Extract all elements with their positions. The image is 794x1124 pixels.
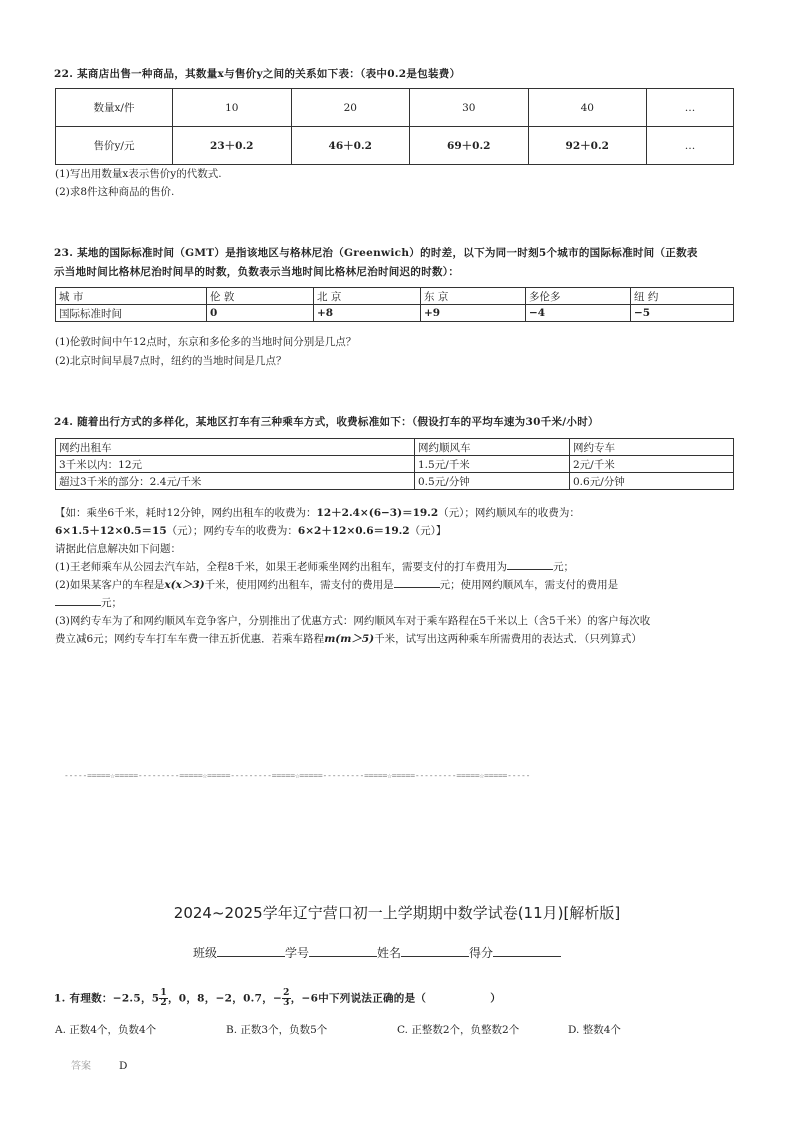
class-field[interactable] <box>217 944 285 957</box>
text: (2)如果某客户的车程是 <box>55 579 165 591</box>
table-cell: 2元/千米 <box>570 456 734 473</box>
q23-title-line2: 示当地时间比格林尼治时间早的时数，负数表示当地时间比格林尼治时间迟的时数）： <box>54 266 460 278</box>
text: 千米，使用网约出租车，需支付的费用是 <box>204 579 394 591</box>
q22-table <box>55 88 734 165</box>
q23-title-line1: 23. 某地的国际标准时间（GMT）是指该地区与格林尼治（Greenwich）的时差，以下为同一时刻5个城市的国际标准时间（正数表 <box>54 247 698 259</box>
q22-sub2: (2)求8件这种商品的售价. <box>55 186 175 198</box>
option-a[interactable]: A. 正数4个，负数4个 <box>55 1024 157 1036</box>
text: （元）】 <box>409 525 447 537</box>
q22-title: 22. 某商店出售一种商品，其数量x与售价y之间的关系如下表：（表中0.2是包装费） <box>54 68 461 80</box>
q24-part3-line2 <box>55 631 642 646</box>
table-cell: 东 京 <box>421 288 526 305</box>
option-c[interactable]: C. 正整数2个，负整数2个 <box>397 1024 520 1036</box>
answer-label: 答案 <box>71 1061 91 1072</box>
table-cell: −5 <box>631 305 734 322</box>
q23-table <box>55 287 734 322</box>
table-row <box>56 305 734 322</box>
score-label: 得分 <box>469 946 494 960</box>
text: ） <box>490 992 502 1005</box>
table-cell: 北 京 <box>314 288 421 305</box>
table-cell: 23＋0.2 <box>173 127 292 165</box>
q24-part3-line1: (3)网约专车为了和网约顺风车竞争客户，分别推出了优惠方式：网约顺风车对于乘车路程在5千米以上（含5千米）的客户每次收 <box>55 615 651 627</box>
q23-sub1: (1)伦敦时间中午12点时，东京和多伦多的当地时间分别是几点？ <box>55 336 357 348</box>
table-row <box>56 456 734 473</box>
score-field[interactable] <box>493 944 561 957</box>
table-cell: 10 <box>173 89 292 127</box>
table-cell: 1.5元/千米 <box>415 456 570 473</box>
q24-example-line2 <box>55 523 446 538</box>
table-cell: 纽 约 <box>631 288 734 305</box>
q24-part2-cont <box>55 595 122 610</box>
table-cell: 92＋0.2 <box>528 127 647 165</box>
q24-part2 <box>55 577 618 592</box>
table-cell: 网约出租车 <box>56 439 415 456</box>
denominator: 3 <box>283 998 290 1008</box>
text: 元； <box>101 597 122 609</box>
fraction <box>282 989 291 1008</box>
table-cell: 0.5元/分钟 <box>415 473 570 490</box>
table-cell: 0.6元/分钟 <box>570 473 734 490</box>
table-cell: … <box>647 127 734 165</box>
text: 元； <box>553 561 575 573</box>
text: 元；使用网约顺风车，需支付的费用是 <box>439 579 619 591</box>
table-cell: 30 <box>410 89 529 127</box>
q23-sub2: (2)北京时间早晨7点时，纽约的当地时间是几点？ <box>55 355 287 367</box>
table-row <box>56 127 734 165</box>
text: ，0，8，−2，0.7，− <box>167 992 283 1005</box>
q24-example-line1 <box>55 505 580 520</box>
denominator: 2 <box>160 998 167 1008</box>
fraction <box>159 989 168 1008</box>
table-cell: 3千米以内：12元 <box>56 456 415 473</box>
table-cell: −4 <box>526 305 631 322</box>
q24-intro: 请据此信息解决如下问题： <box>55 543 181 555</box>
q24-table <box>55 438 734 490</box>
answer-value: D <box>119 1060 128 1072</box>
table-cell: 网约专车 <box>570 439 734 456</box>
answer-blank[interactable] <box>394 577 440 588</box>
page-title: 2024~2025学年辽宁营口初一上学期期中数学试卷(11月)[解析版] <box>173 904 621 922</box>
text: (1)王老师乘车从公园去汽车站，全程8千米，如果王老师乘坐网约出租车，需要支付的打车费用为 <box>55 561 508 573</box>
table-row <box>56 89 734 127</box>
student-info <box>193 944 561 961</box>
table-cell: 0 <box>207 305 314 322</box>
math-expression: 6×2＋12×0.6＝19.2 <box>297 525 410 537</box>
table-row <box>56 439 734 456</box>
table-row <box>56 473 734 490</box>
option-d[interactable]: D. 整数4个 <box>568 1024 621 1036</box>
numerator: 1 <box>160 988 167 998</box>
page-divider: -----=====☆=====---------=====☆=====---------=====☆=====---------=====☆=====---------=====☆=====----- <box>64 771 531 780</box>
text: 费立减6元；网约专车打车车费一律五折优惠．若乘车路程 <box>55 633 325 645</box>
id-label: 学号 <box>285 946 310 960</box>
math-expression: x(x＞3) <box>164 579 205 591</box>
q22-sub1: (1)写出用数量x表示售价y的代数式. <box>55 168 222 180</box>
math-expression: 6×1.5＋12×0.5＝15 <box>55 525 167 537</box>
math-expression: 12＋2.4×(6−3)＝19.2 <box>316 507 439 519</box>
table-cell: 国际标准时间 <box>56 305 207 322</box>
text: 千米，试写出这两种乘车所需费用的表达式．（只列算式） <box>374 633 642 645</box>
q24-title: 24. 随着出行方式的多样化，某地区打车有三种乘车方式，收费标准如下：（假设打车的平均车速为30千米/小时） <box>54 416 599 428</box>
table-cell: +9 <box>421 305 526 322</box>
text: 【如：乘坐6千米，耗时12分钟，网约出租车的收费为： <box>55 507 317 519</box>
option-b[interactable]: B. 正数3个，负数5个 <box>226 1024 328 1036</box>
name-field[interactable] <box>401 944 469 957</box>
table-cell: 城 市 <box>56 288 207 305</box>
table-cell: 伦 敦 <box>207 288 314 305</box>
table-cell: 售价y/元 <box>56 127 173 165</box>
table-cell: 多伦多 <box>526 288 631 305</box>
table-cell: 数量x/件 <box>56 89 173 127</box>
table-cell: 46＋0.2 <box>291 127 410 165</box>
table-cell: … <box>647 89 734 127</box>
table-cell: 69＋0.2 <box>410 127 529 165</box>
table-cell: +8 <box>314 305 421 322</box>
table-cell: 网约顺风车 <box>415 439 570 456</box>
text: （元）；网约顺风车的收费为： <box>438 507 580 519</box>
name-label: 姓名 <box>377 946 402 960</box>
text: ，−6中下列说法正确的是（ <box>290 992 427 1005</box>
q1-title <box>54 989 501 1008</box>
text: 1. 有理数：−2.5，5 <box>54 992 160 1005</box>
table-cell: 40 <box>528 89 647 127</box>
answer-blank[interactable] <box>507 559 553 570</box>
numerator: 2 <box>283 988 290 998</box>
answer-blank[interactable] <box>55 595 101 606</box>
math-expression: m(m＞5) <box>324 633 375 645</box>
answer-row <box>71 1057 127 1072</box>
table-cell: 20 <box>291 89 410 127</box>
table-row <box>56 288 734 305</box>
text: （元）；网约专车的收费为： <box>166 525 298 537</box>
q24-part1 <box>55 559 574 574</box>
id-field[interactable] <box>309 944 377 957</box>
table-cell: 超过3千米的部分：2.4元/千米 <box>56 473 415 490</box>
class-label: 班级 <box>193 946 218 960</box>
